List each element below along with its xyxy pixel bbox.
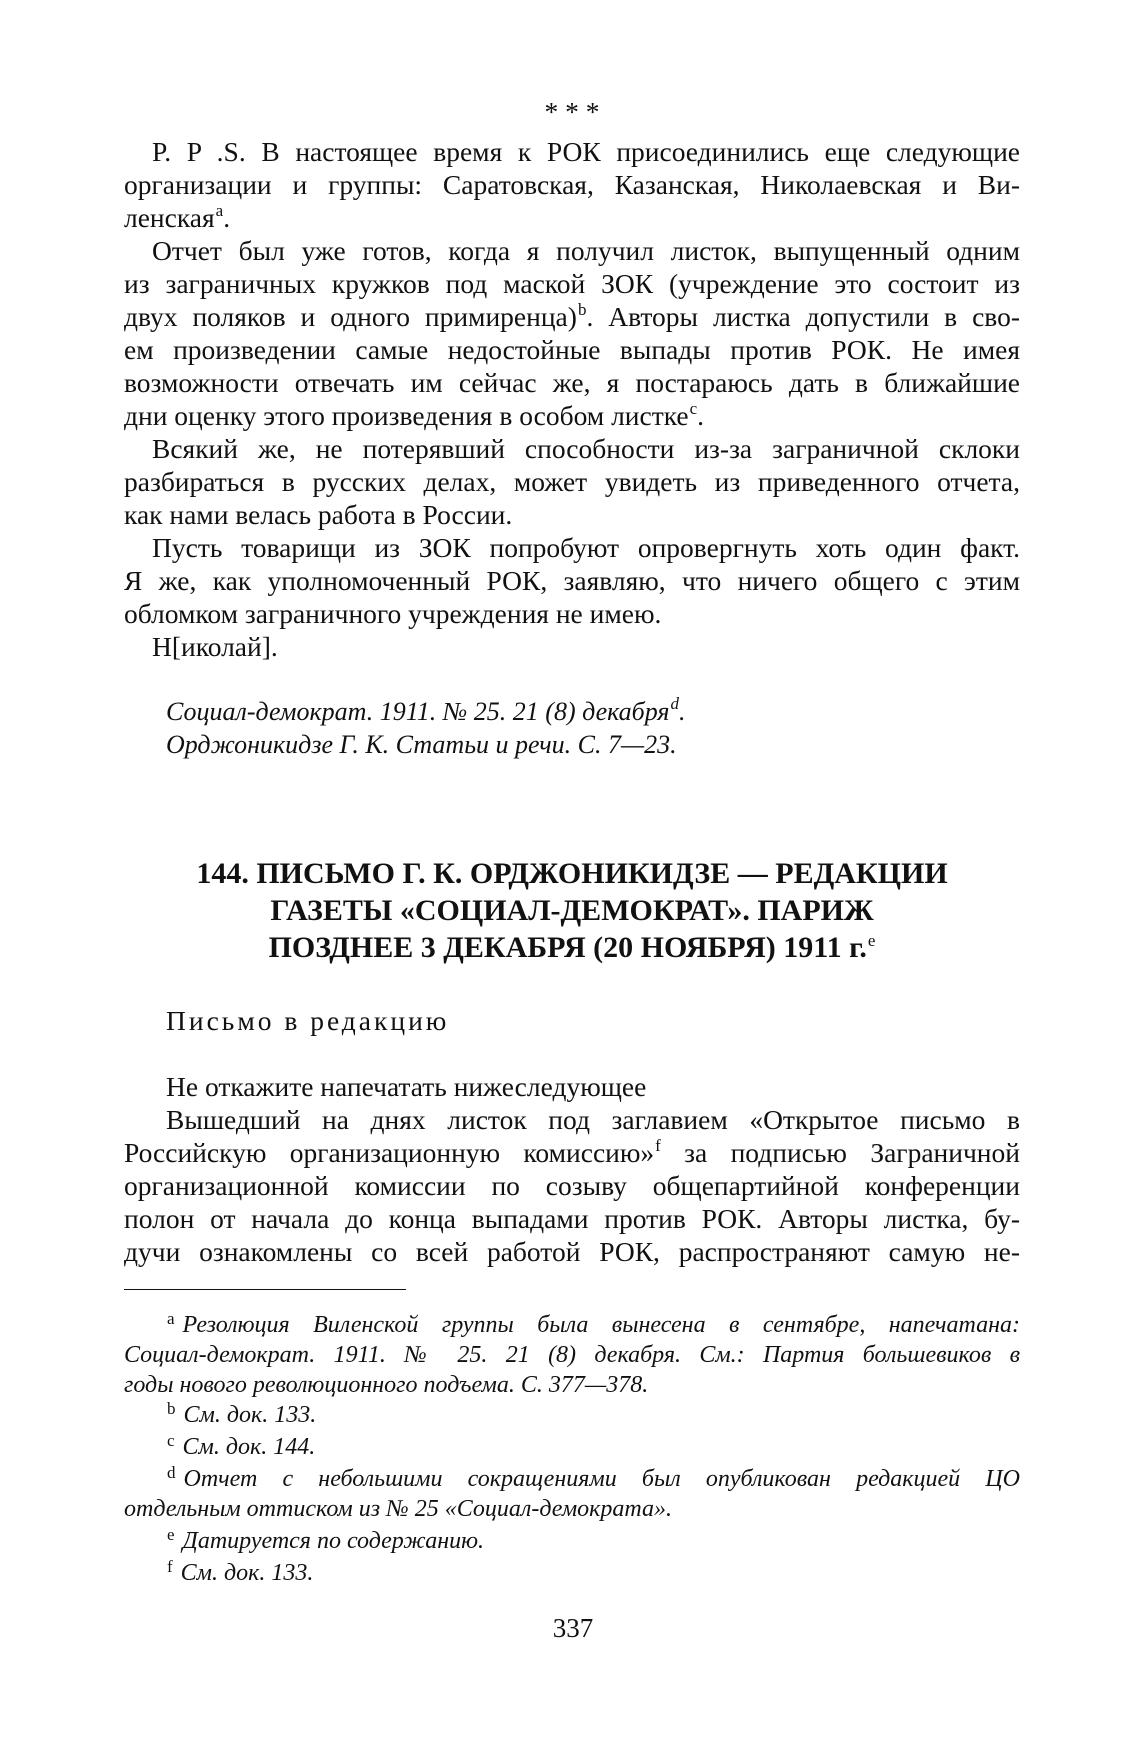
para4-line-3: обломком заграничного учреждения не имею. xyxy=(124,598,662,629)
footnote-a-line-3: годы нового революционного подъема. С. 377—378. xyxy=(124,1372,649,1398)
footnote-ref-b: b xyxy=(577,300,587,319)
pps-line-1: P. P .S. В настоящее время к РОК присоединились еще следующие xyxy=(152,136,1020,167)
pps-line-2: организации и группы: Саратовская, Казанская, Николаевская и Ви- xyxy=(124,169,1020,200)
letter-line-1: Вышедший на днях листок под заглавием «Открытое письмо в xyxy=(166,1104,1020,1135)
para4-line-1: Пусть товарищи из ЗОК попробуют опровергнуть хоть один факт. xyxy=(152,532,1020,563)
para3-line-3: как нами велась работа в России. xyxy=(124,499,513,530)
letter-line-3: организационной комиссии по созыву общепартийной конференции xyxy=(124,1170,1020,1201)
footnote-ref-e: e xyxy=(867,931,876,950)
para3-line-2: разбираться в русских делах, может увидеть из приведенного отчета, xyxy=(124,466,1020,497)
footnote-b: $^b$ См. док. 133. xyxy=(167,1399,317,1428)
footnote-ref-d: d xyxy=(670,694,679,713)
footnote-a-line-2: Социал-демократ. 1911. № 25. 21 (8) декабря. См.: Партия большевиков в xyxy=(124,1342,1020,1368)
letter-line-5: дучи ознакомлены со всей работой РОК, распространяют самую не- xyxy=(124,1236,1020,1267)
para2-line-1: Отчет был уже готов, когда я получил листок, выпущенный одним xyxy=(152,235,1020,266)
page-number: 337 xyxy=(552,1613,594,1643)
para2-line-4: ем произведении самые недостойные выпады против РОК. Не имея xyxy=(124,334,1020,365)
footnote-d-line-1: $^d$ Отчет с небольшими сокращениями был опубликован редакцией ЦО xyxy=(167,1463,1020,1492)
para2-line-5: возможности отвечать им сейчас же, я постараюсь дать в ближайшие xyxy=(124,367,1020,398)
footnote-a-line-1: $^a$ Резолюция Виленской группы была вынесена в сентябре, напечатана: xyxy=(167,1309,1020,1338)
section-separator: * * * xyxy=(544,96,600,127)
footnote-ref-a: a xyxy=(215,201,224,220)
para2-line-2: из заграничных кружков под маской ЗОК (учреждение это состоит из xyxy=(124,268,1020,299)
letter-intro: Не откажите напечатать нижеследующее xyxy=(166,1071,647,1102)
para2-line-3: двух поляков и одного примиренца)$^b$. Авторы листка допустили в сво- xyxy=(124,300,1021,332)
pps-line-3: ленская$^a$. xyxy=(124,201,231,233)
letter-title: Письмо в редакцию xyxy=(166,1005,450,1036)
footnote-ref-f: f xyxy=(655,1136,661,1155)
para2-line-6: дни оценку этого произведения в особом листке$^c$. xyxy=(124,399,705,431)
footnote-f: $^f$ См. док. 133. xyxy=(167,1557,314,1586)
footnote-ref-c: c xyxy=(689,399,698,418)
pps-line-3-text: ленская xyxy=(124,202,215,233)
footnote-e: $^e$ Датируется по содержанию. xyxy=(167,1525,485,1554)
document-heading-line-1: 144. ПИСЬМО Г. К. ОРДЖОНИКИДЗЕ — РЕДАКЦИИ xyxy=(196,857,948,890)
para4-line-2: Я же, как уполномоченный РОК, заявляю, что ничего общего с этим xyxy=(124,565,1020,596)
letter-line-4: полон от начала до конца выпадами против РОК. Авторы листка, бу- xyxy=(124,1203,1020,1234)
source-1: Социал-демократ. 1911. № 25. 21 (8) декабря$^d$. xyxy=(166,694,686,726)
document-heading-line-2: ГАЗЕТЫ «СОЦИАЛ-ДЕМОКРАТ». ПАРИЖ xyxy=(270,894,874,927)
source-2: Орджоникидзе Г. К. Статьи и речи. С. 7—23. xyxy=(166,730,677,759)
letter-line-2: Российскую организационную комиссию»$^f$ за подписью Заграничной xyxy=(124,1136,1020,1168)
footnote-d-line-2: отдельным оттиском из № 25 «Социал-демократа». xyxy=(124,1496,672,1522)
footnote-divider xyxy=(124,1289,406,1290)
para3-line-1: Всякий же, не потерявший способности из-за заграничной склоки xyxy=(152,433,1020,464)
signature: Н[иколай]. xyxy=(152,631,278,662)
footnote-c: $^c$ См. док. 144. xyxy=(167,1431,316,1460)
document-heading-line-3: ПОЗДНЕЕ 3 ДЕКАБРЯ (20 НОЯБРЯ) 1911 г.$^e$ xyxy=(268,931,876,964)
